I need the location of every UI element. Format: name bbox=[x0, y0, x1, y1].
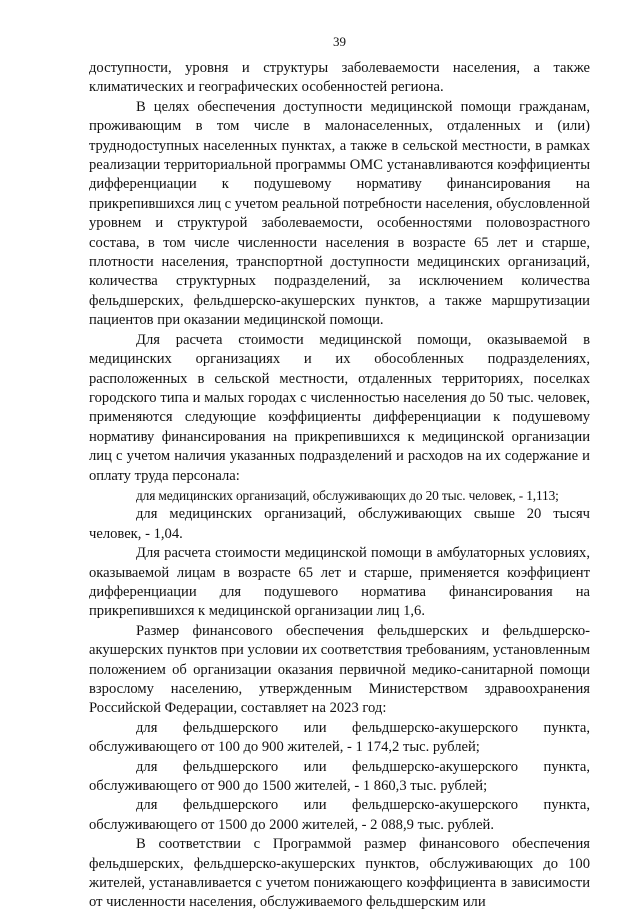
paragraph-rural-coefficients: Для расчета стоимости медицинской помощи, оказываемой в медицинских организациях и их обособленных подразделениях, расположенных в сельской местности, отдаленных территориях, поселках городского типа и малых городах с численностью населения до 50 тыс. человек, применяются следующие коэффициенты дифференциации к подушевому нормативу финансирования на прикрепившихся к медицинской организации лиц с учетом наличия указанных подразделений и расходов на их содержание и оплату труда персонала: bbox=[89, 331, 590, 484]
page-number: 39 bbox=[333, 34, 346, 49]
list-item-up-to-20k: для медицинских организаций, обслуживающих до 20 тыс. человек, - 1,113; bbox=[136, 487, 559, 503]
list-item-100-900: для фельдшерского или фельдшерско-акушерского пункта, обслуживающего от 100 до 900 жителей, - 1 174,2 тыс. рублей; bbox=[89, 719, 590, 756]
list-item-900-1500: для фельдшерского или фельдшерско-акушерского пункта, обслуживающего от 900 до 1500 жителей, - 1 860,3 тыс. рублей; bbox=[89, 758, 590, 795]
document-body bbox=[89, 59, 590, 913]
list-item-over-20k: для медицинских организаций, обслуживающих свыше 20 тысяч человек, - 1,04. bbox=[89, 506, 590, 542]
paragraph-accessibility-coefficients: В целях обеспечения доступности медицинской помощи гражданам, проживающим в том числе в малонаселенных, отдаленных и (или) труднодоступных населенных пунктах, а также в сельской местности, в рамках реализации территориальной программы ОМС устанавливаются коэффициенты дифференциации к подушевому нормативу финансирования на прикрепившихся лиц с учетом реальной потребности населения, обусловленной уровнем и структурой заболеваемости, особенностями половозрастного состава, в том числе численности населения в возрасте 65 лет и старше, плотности населения, транспортной доступности медицинских организаций, количества структурных подразделений, за исключением количества фельдшерских, фельдшерско-акушерских пунктов, а также маршрутизации пациентов при оказании медицинской помощи. bbox=[89, 98, 590, 329]
paragraph-continuation: доступности, уровня и структуры заболеваемости населения, а также климатических и географических особенностей региона. bbox=[89, 60, 590, 96]
paragraph-program-reduction: В соответствии с Программой размер финансового обеспечения фельдшерских, фельдшерско-акушерских пунктов, обслуживающих до 100 жителей, устанавливается с учетом понижающего коэффициента в зависимости от численности населения, обслуживаемого фельдшерским или bbox=[89, 836, 590, 911]
paragraph-age-65-coefficient: Для расчета стоимости медицинской помощи в амбулаторных условиях, оказываемой лицам в возрасте 65 лет и старше, применяется коэффициент дифференциации для подушевого норматива финансирования на прикрепившихся к медицинской организации лиц 1,6. bbox=[89, 545, 590, 620]
list-item-1500-2000: для фельдшерского или фельдшерско-акушерского пункта, обслуживающего от 1500 до 2000 жителей, - 2 088,9 тыс. рублей. bbox=[89, 797, 590, 833]
paragraph-feldsher-funding: Размер финансового обеспечения фельдшерских и фельдшерско-акушерских пунктов при условии их соответствия требованиям, установленным положением об организации оказания первичной медико-санитарной помощи взрослому населению, утвержденным Министерством здравоохранения Российской Федерации, составляет на 2023 год: bbox=[89, 622, 590, 717]
